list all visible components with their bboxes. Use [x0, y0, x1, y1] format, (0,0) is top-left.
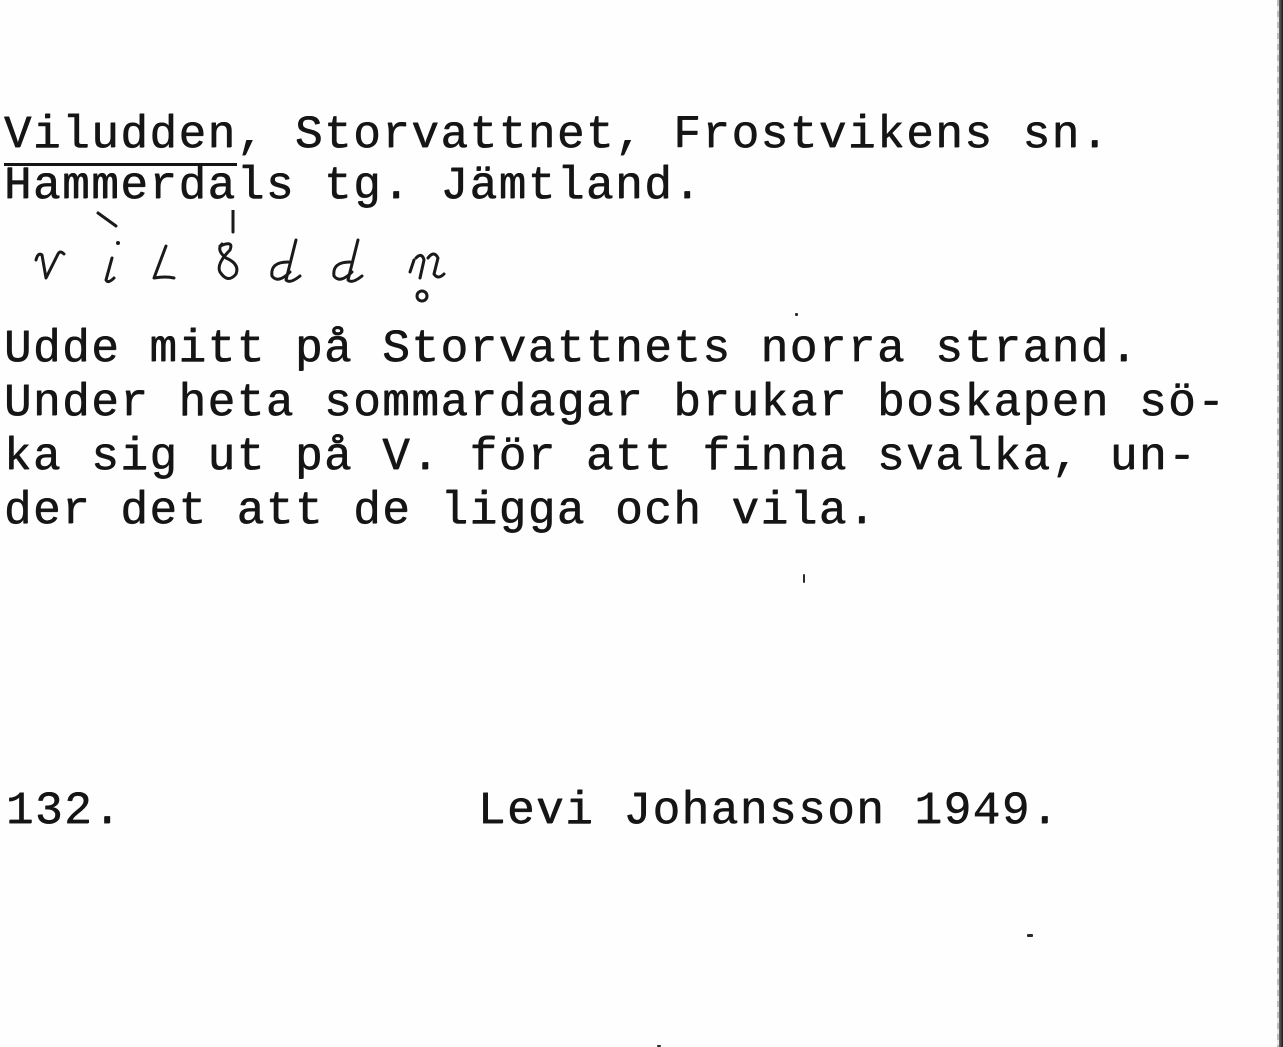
description-line: Under heta sommardagar brukar boskapen sö-: [4, 377, 1227, 429]
hw-syllabic-ring: [417, 291, 427, 301]
heading-line-2: Hammerdals tg. Jämtland.: [4, 160, 703, 212]
recorder-signature: Levi Johansson 1949.: [478, 785, 1061, 837]
description-line: der det att de ligga och vila.: [4, 485, 878, 537]
scan-speck: [803, 574, 805, 583]
scan-speck: [1027, 934, 1033, 937]
phonetic-transcription: [20, 210, 460, 305]
scan-speck: [795, 313, 798, 316]
place-location: , Storvattnet, Frostvikens sn.: [236, 109, 1110, 161]
hw-d2: [334, 240, 362, 281]
hw-8: [219, 244, 237, 279]
card-edge: [1279, 0, 1283, 1047]
hw-l: [154, 246, 174, 278]
description-line: Udde mitt på Storvattnets norra strand.: [4, 323, 1140, 375]
hw-i: [106, 258, 114, 282]
place-name: Viludden: [4, 109, 237, 166]
description-line: ka sig ut på V. för att finna svalka, un-: [4, 431, 1198, 483]
hw-n: [410, 254, 444, 278]
hw-d1: [272, 240, 300, 281]
hw-grave-accent: [98, 213, 116, 226]
card-number: 132.: [6, 785, 123, 837]
heading-line-1: [4, 109, 1110, 161]
hw-i-dot: [116, 241, 120, 245]
hw-v: [36, 252, 64, 278]
